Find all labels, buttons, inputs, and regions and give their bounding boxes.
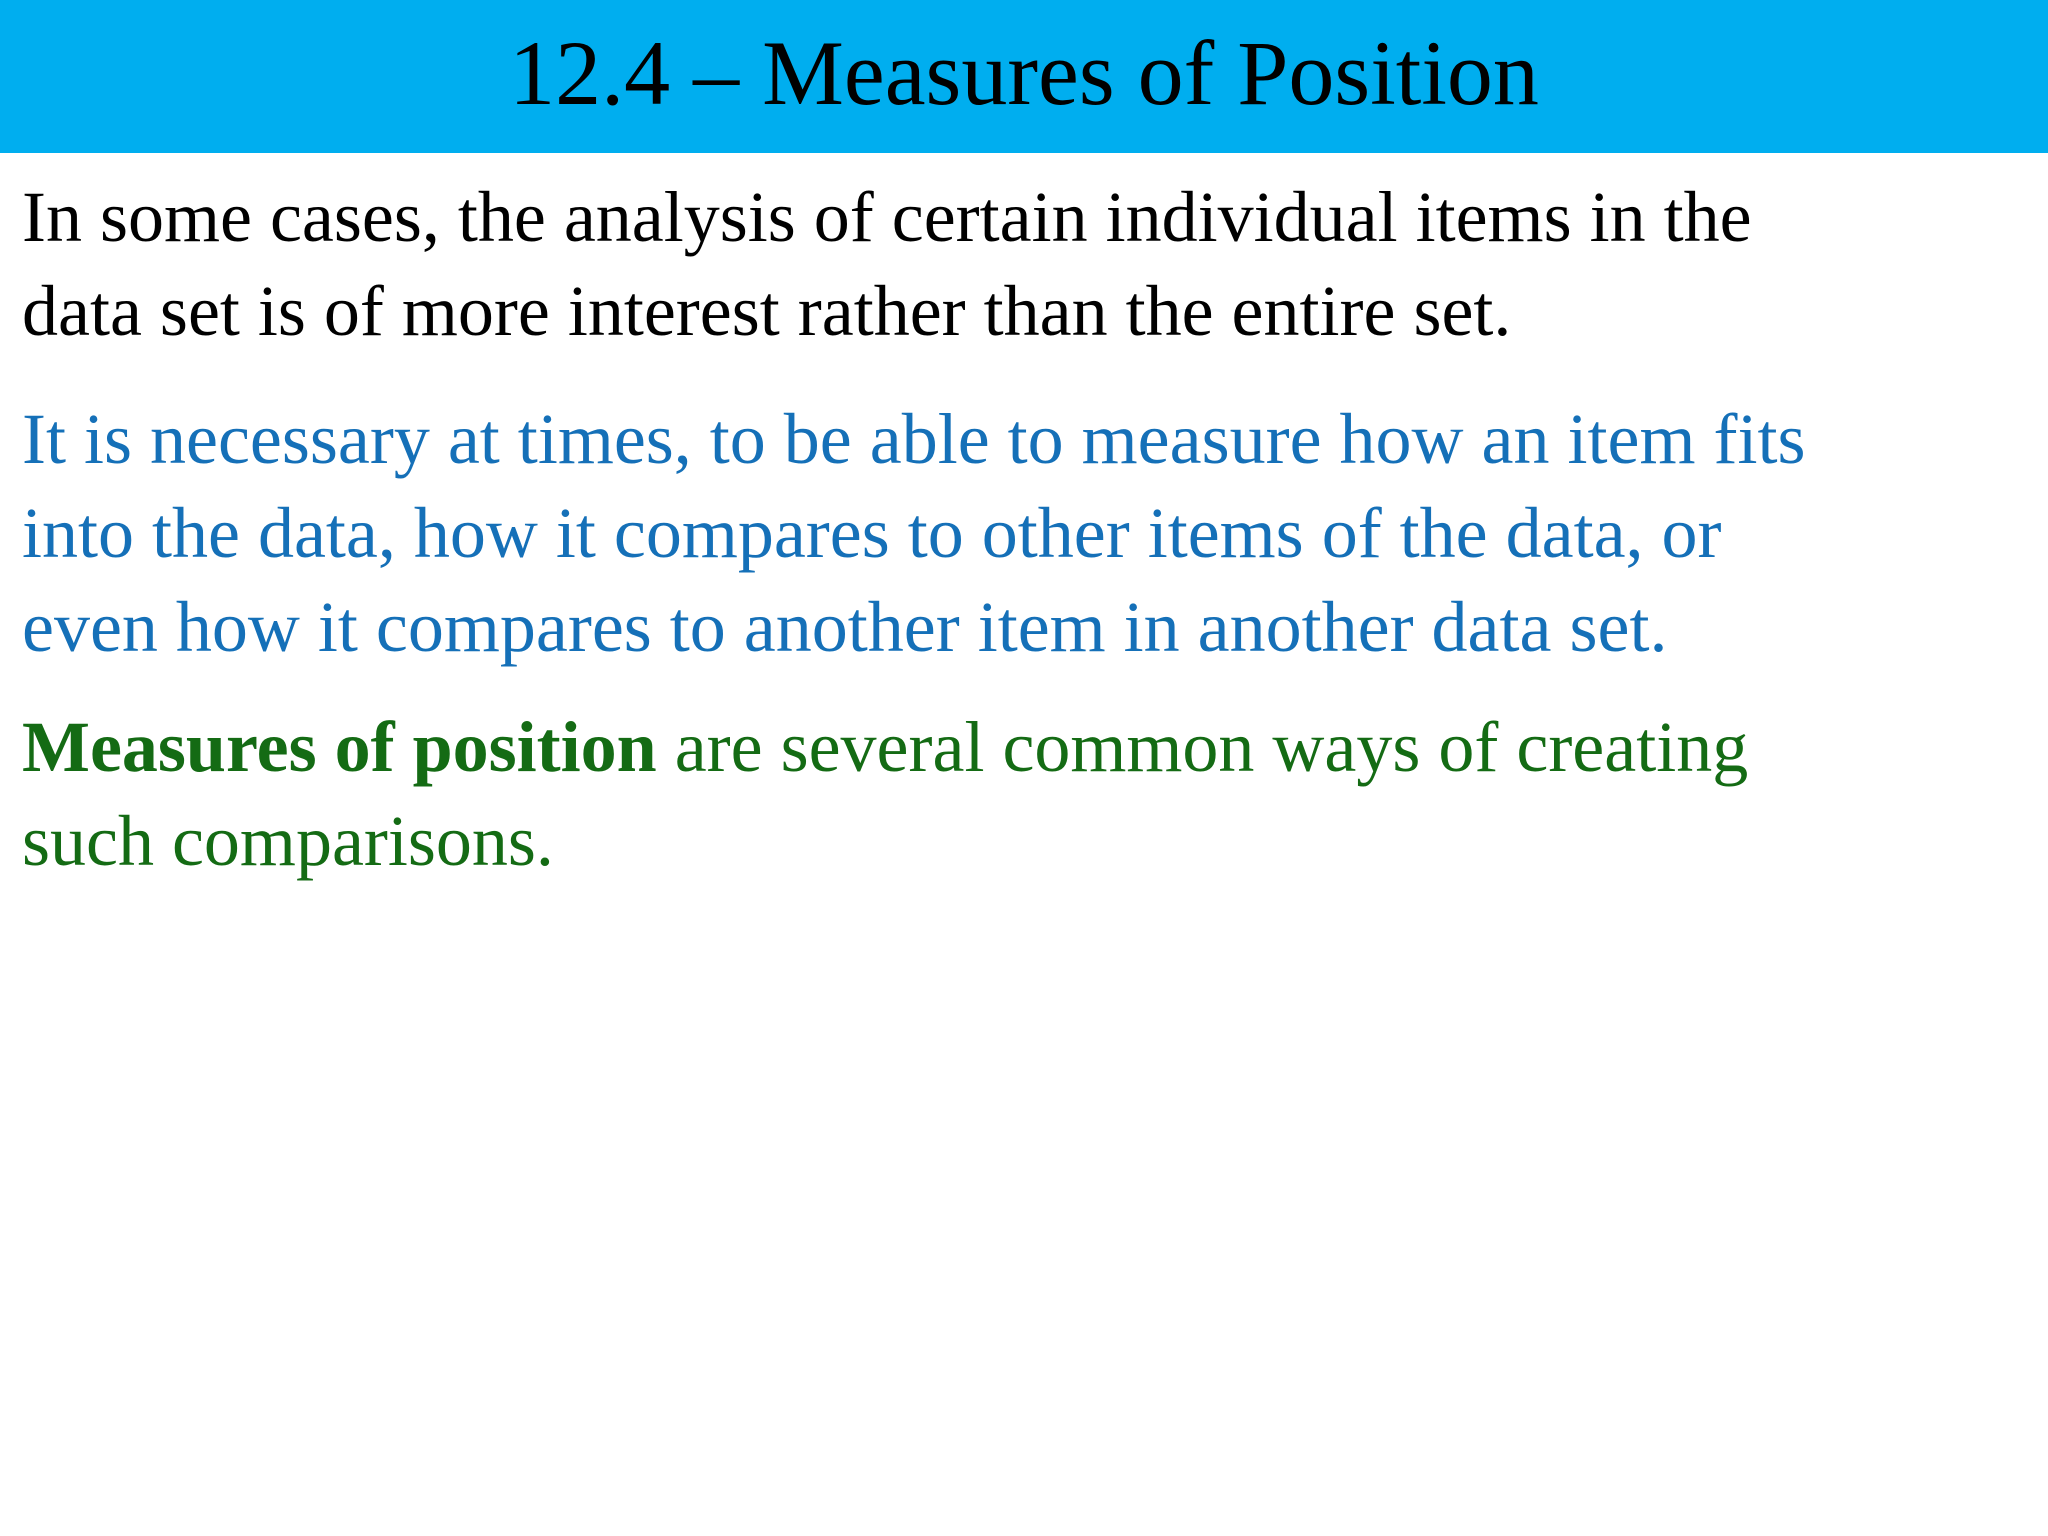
necessity-line-1: It is necessary at times, to be able to measure how an item fits bbox=[22, 399, 1806, 479]
necessity-line-2: into the data, how it compares to other items of the data, or bbox=[22, 493, 1722, 573]
defined-term: Measures of position bbox=[22, 707, 657, 787]
definition-paragraph bbox=[22, 700, 2032, 888]
necessity-line-3: even how it compares to another item in another data set. bbox=[22, 587, 1668, 667]
definition-line-1 bbox=[22, 700, 2032, 794]
slide-title: 12.4 – Measures of Position bbox=[509, 21, 1539, 124]
intro-paragraph bbox=[22, 170, 2032, 358]
necessity-paragraph bbox=[22, 392, 2032, 674]
title-bar bbox=[0, 0, 2048, 153]
intro-line-1: In some cases, the analysis of certain individual items in the bbox=[22, 177, 1752, 257]
definition-line-2: such comparisons. bbox=[22, 801, 554, 881]
definition-text: are several common ways of creating bbox=[656, 707, 1749, 787]
intro-line-2: data set is of more interest rather than the entire set. bbox=[22, 271, 1512, 351]
